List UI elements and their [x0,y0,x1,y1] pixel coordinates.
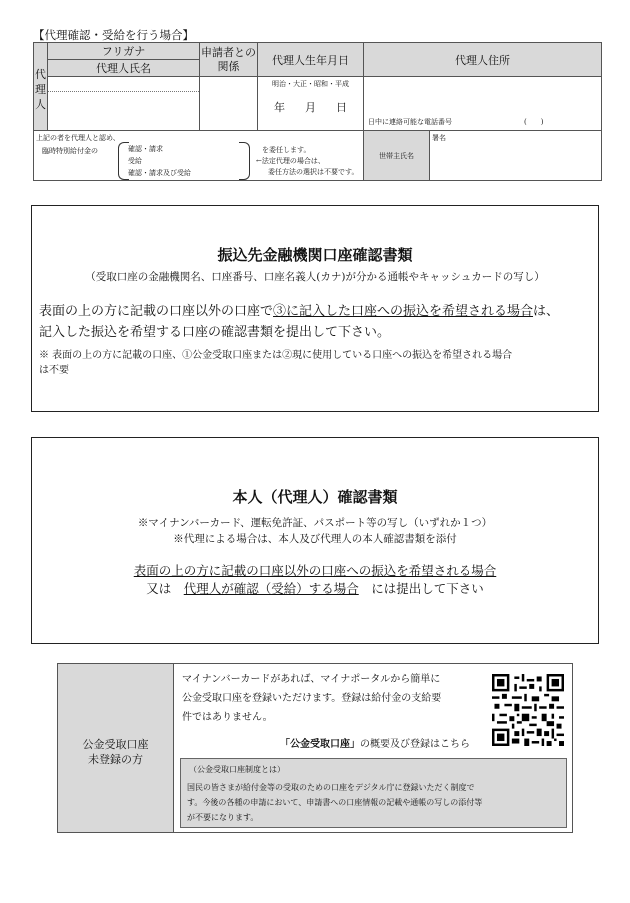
public-account-label-2: 未登録の方 [88,753,143,766]
option-confirm-request[interactable]: 確認・請求 [128,145,163,153]
id-box-condition2: 又は 代理人が確認（受給）する場合 には提出して下さい [146,581,484,596]
public-account-section [57,663,573,833]
address-header: 代理人住所 [364,43,602,77]
birth-header: 代理人生年月日 [258,43,364,77]
id-box-title: 本人（代理人）確認書類 [232,488,398,506]
phone-field[interactable]: ( ) [524,118,544,126]
month-label: 月 [305,101,316,114]
relation-field[interactable] [200,77,258,131]
id-box-condition1: 表面の上の方に記載の口座以外の口座への振込を希望される場合 [133,563,497,578]
public-account-link[interactable]: 「公金受取口座」の概要及び登録はこちら [280,739,470,750]
birth-field[interactable] [258,77,364,131]
bank-box-note2: は不要 [39,365,69,376]
public-account-info-title: （公金受取口座制度とは） [189,765,285,774]
option-both[interactable]: 確認・請求及び受給 [128,169,191,177]
public-account-description: マイナンバーカードがあれば、マイナポータルから簡単に 公金受取口座を登録いただけます。登録は給付金の支給要 件ではありません。 [182,674,442,723]
signature-label: 署名 [432,134,446,142]
id-box-line1: ※マイナンバーカード、運転免許証、パスポート等の写し（いずれか１つ） [137,517,493,529]
era-options: 明治・大正・昭和・平成 [272,80,349,88]
bank-box-title: 振込先金融機関口座確認書類 [217,246,413,264]
day-label: 日 [336,101,347,114]
agent-name-label: 代理人氏名 [48,60,200,77]
delegation-statement: 上記の者を代理人と認め、 臨時特別給付金の 確認・請求 受給 確認・請求及び受給 を委任します。 ←法定代理の場合は、 委任方法の選択は不要です。 [34,131,364,181]
public-account-label-cell [58,664,174,832]
household-head-label: 世帯主氏名 [364,131,430,181]
agent-table [33,42,602,181]
id-document-box [31,437,599,644]
agent-section-title: 【代理確認・受給を行う場合】 [33,28,194,42]
agent-side-label: 代 理 人 [34,43,48,131]
public-account-label-1: 公金受取口座 [82,738,149,751]
bank-document-box [31,205,599,412]
address-field[interactable] [364,77,602,131]
phone-label: 日中に連絡可能な電話番号 [368,118,452,126]
bank-box-line1: 表面の上の方に記載の口座以外の口座で③に記入した口座への振込を希望される場合は、 [39,304,560,319]
year-label: 年 [274,101,285,114]
public-account-info-box [180,758,567,828]
qr-code-icon[interactable] [492,674,564,746]
bank-box-subtitle: （受取口座の金融機関名、口座番号、口座名義人(カナ)が分かる通帳やキャッシュカードの写し） [85,271,545,283]
bank-box-line2: 記入した振込を希望する口座の確認書類を提出して下さい。 [39,325,391,340]
option-receive[interactable]: 受給 [128,157,142,165]
agent-name-field[interactable] [48,77,200,131]
relation-header: 申請者との 関係 [200,43,258,77]
id-box-line2: ※代理による場合は、本人及び代理人の本人確認書類を添付 [173,533,457,545]
public-account-info-text: 国民の皆さまが給付金等の受取のための口座をデジタル庁に登録いただく制度で す。今後の各種の申請において、申請書への口座情報の記載や通帳の写しの添付等 が不要になります。 [187,783,483,822]
signature-field[interactable] [430,131,602,181]
bank-box-note1: ※ 表面の上の方に記載の口座、①公金受取口座または②現に使用している口座への振込を希望される場合 [39,350,513,361]
furigana-label: フリガナ [48,43,200,60]
